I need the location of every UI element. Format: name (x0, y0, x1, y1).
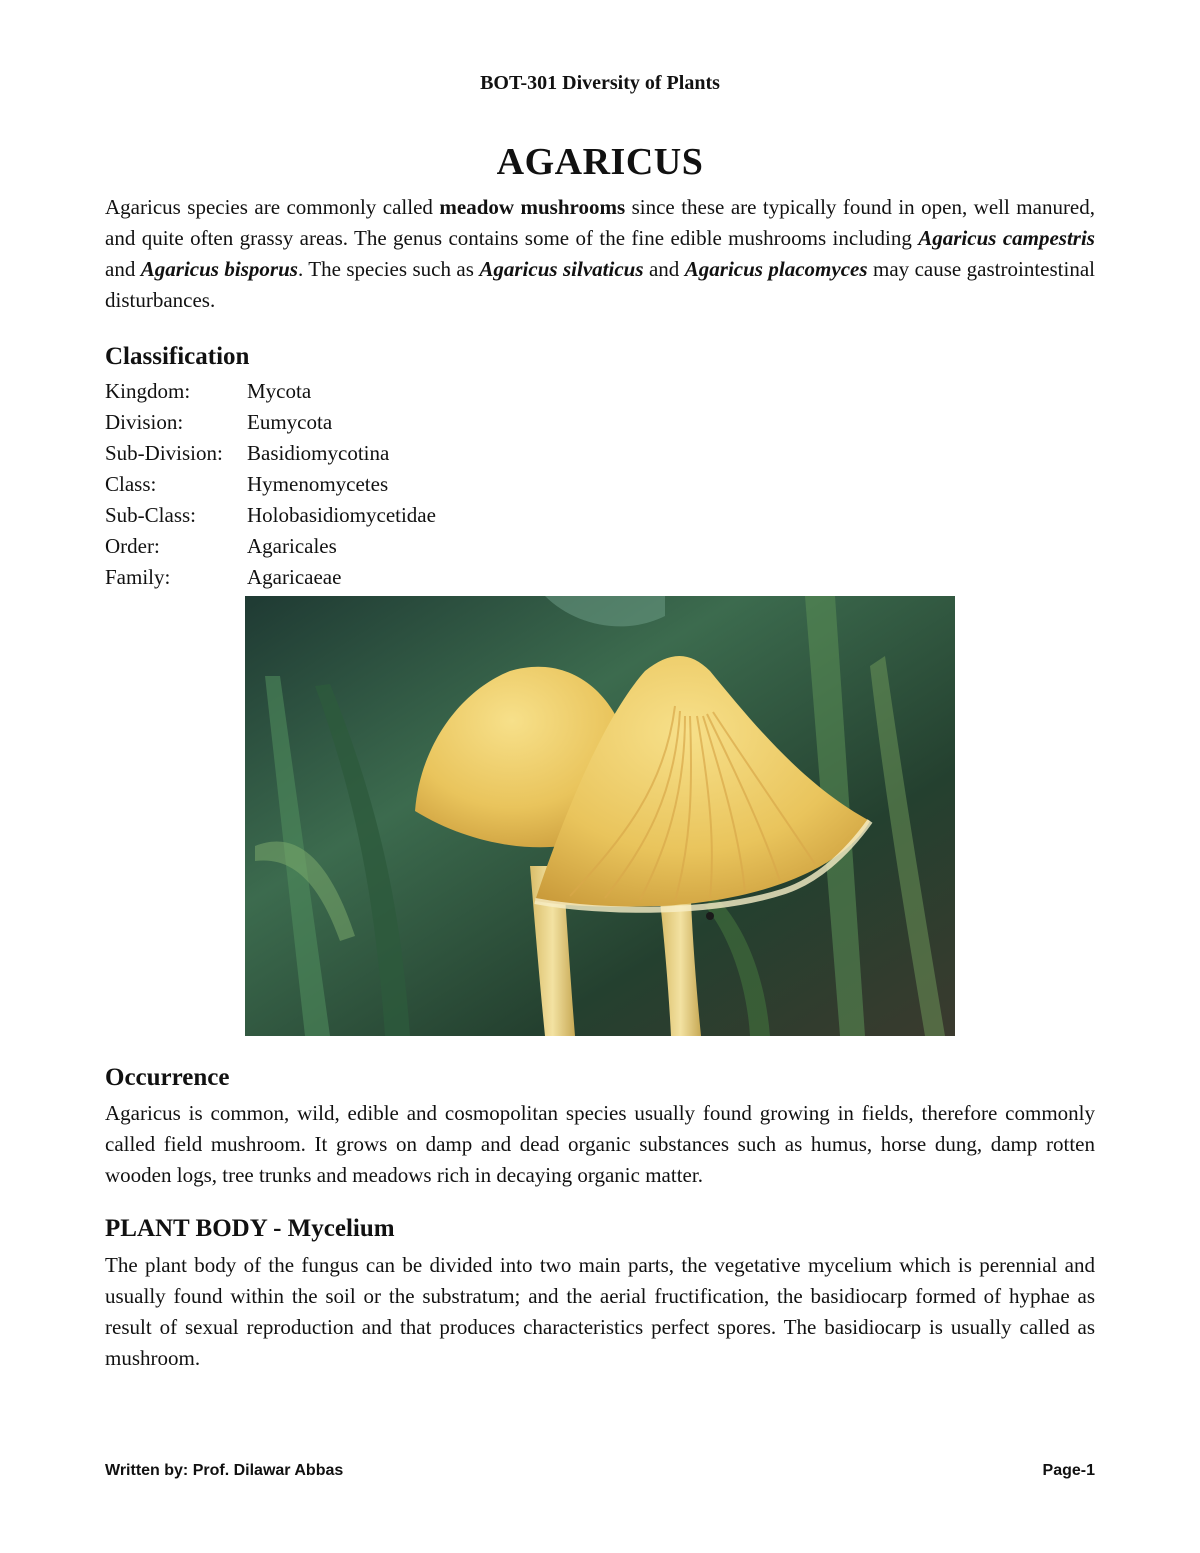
intro-text: may cause gastrointestinal disturbances. (105, 257, 1095, 312)
rank-label: Sub-Class: (105, 503, 197, 527)
species-name: Agaricus silvaticus (479, 257, 644, 281)
meadow-mushrooms-term: meadow mushrooms (439, 195, 626, 219)
rank-value: Agaricaeae (247, 565, 342, 589)
rank-label: Kingdom: (105, 379, 191, 403)
classification-row (105, 376, 436, 407)
mushroom-photo (245, 596, 955, 1036)
plant-body-paragraph: The plant body of the fungus can be divided into two main parts, the vegetative mycelium which is perennial and usually found within the soil or the substratum; and the aerial fructification, the basidiocarp formed of hyphae as result of sexual reproduction and that produces characteristics perfect spores. The basidiocarp is usually called as mushroom. (105, 1253, 1095, 1370)
intro-text: since these are typically found in open, well manured, and quite often grassy areas. The genus contains some of the fine edible mushrooms including (105, 195, 1096, 250)
intro-text: . The species such as (297, 257, 480, 281)
intro-text: Agaricus species are commonly called (105, 195, 440, 219)
document-title: AGARICUS (496, 141, 704, 183)
page-header: BOT-301 Diversity of Plants (480, 72, 720, 94)
rank-label: Sub-Division: (105, 441, 223, 465)
classification-list (105, 376, 436, 593)
classification-row (105, 562, 436, 593)
species-name: Agaricus placomyces (684, 257, 868, 281)
author-credit: Written by: Prof. Dilawar Abbas (105, 1462, 344, 1479)
classification-row (105, 469, 436, 500)
classification-row (105, 407, 436, 438)
intro-paragraph (105, 192, 1095, 316)
rank-value: Mycota (247, 379, 312, 403)
rank-value: Hymenomycetes (247, 472, 389, 496)
rank-value: Eumycota (247, 410, 333, 434)
rank-value: Basidiomycotina (247, 441, 390, 465)
rank-label: Order: (105, 534, 160, 558)
plant-body-heading: PLANT BODY - Mycelium (105, 1215, 395, 1242)
occurrence-heading: Occurrence (105, 1064, 230, 1091)
classification-row (105, 438, 436, 469)
rank-value: Holobasidiomycetidae (247, 503, 436, 527)
species-name: Agaricus campestris (918, 226, 1095, 250)
classification-row (105, 500, 436, 531)
species-name: Agaricus bisporus (140, 257, 298, 281)
rank-label: Division: (105, 410, 184, 434)
intro-text: and (643, 257, 685, 281)
page-number: Page-1 (1042, 1462, 1095, 1479)
classification-row (105, 531, 436, 562)
rank-label: Family: (105, 565, 171, 589)
intro-text: and (105, 257, 141, 281)
rank-value: Agaricales (247, 534, 337, 558)
classification-heading: Classification (105, 343, 250, 370)
occurrence-paragraph: Agaricus is common, wild, edible and cosmopolitan species usually found growing in fields, therefore commonly called field mushroom. It grows on damp and dead organic substances such as humus, horse dung, damp rotten wooden logs, tree trunks and meadows rich in decaying organic matter. (105, 1101, 1095, 1187)
rank-label: Class: (105, 472, 157, 496)
